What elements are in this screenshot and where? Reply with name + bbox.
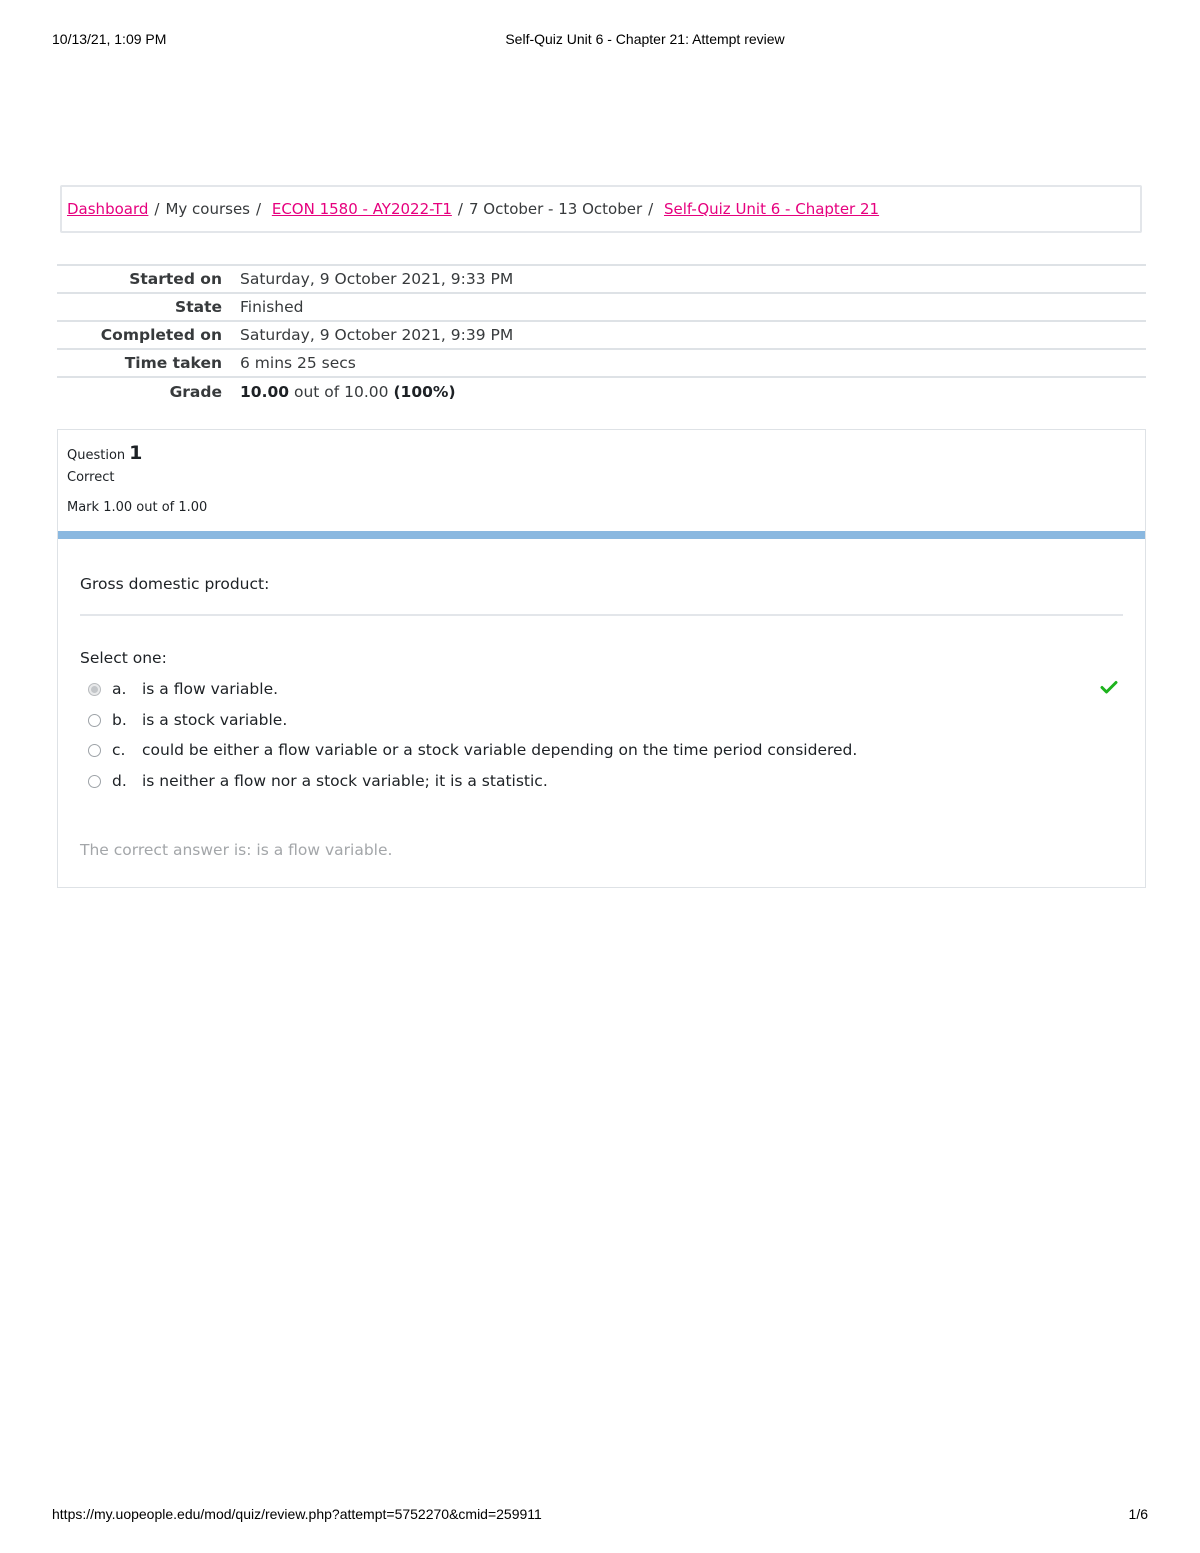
started-on-value: Saturday, 9 October 2021, 9:33 PM: [240, 270, 514, 288]
question-number: [67, 442, 207, 466]
question-info: [67, 442, 207, 515]
answer-letter: d.: [112, 771, 127, 790]
question-card: [57, 429, 1146, 888]
breadcrumb-quiz[interactable]: Self-Quiz Unit 6 - Chapter 21: [663, 200, 880, 218]
question-state: Correct: [67, 470, 115, 485]
summary-row-grade: [57, 377, 1146, 405]
breadcrumb-dashboard[interactable]: Dashboard: [67, 200, 149, 218]
answer-text: could be either a flow variable or a stock variable depending on the time period considered.: [142, 741, 858, 759]
breadcrumb-course[interactable]: ECON 1580 - AY2022-T1: [271, 200, 452, 218]
completed-on-value: Saturday, 9 October 2021, 9:39 PM: [240, 326, 514, 344]
question-divider: [80, 614, 1123, 616]
answer-option-d[interactable]: [88, 770, 1118, 801]
answer-option-c[interactable]: [88, 739, 1118, 770]
question-mark: Mark 1.00 out of 1.00: [67, 500, 208, 515]
question-text: Gross domestic product:: [80, 575, 270, 593]
question-number-value: 1: [129, 442, 143, 464]
state-value: Finished: [240, 298, 304, 316]
answer-list: [88, 678, 1118, 800]
summary-row-time: [57, 349, 1146, 377]
answer-option-b[interactable]: [88, 709, 1118, 740]
radio-c[interactable]: [88, 744, 101, 757]
answer-text: is a flow variable.: [142, 680, 279, 698]
completed-on-label: Completed on: [100, 326, 222, 344]
print-page-number: 1/6: [1128, 1506, 1148, 1522]
time-taken-value: 6 mins 25 secs: [240, 354, 356, 372]
attempt-summary-table: [57, 264, 1146, 405]
question-label: Question: [67, 448, 126, 463]
radio-a[interactable]: [88, 683, 101, 696]
grade-percent: (100%): [393, 382, 456, 401]
select-one-prompt: Select one:: [80, 649, 167, 667]
summary-row-started: [57, 265, 1146, 293]
answer-letter: b.: [112, 710, 127, 729]
breadcrumb-separator: /: [457, 200, 463, 218]
print-footer: [52, 1506, 1148, 1524]
breadcrumb-separator: /: [154, 200, 160, 218]
print-url: https://my.uopeople.edu/mod/quiz/review.php?attempt=5752270&cmid=259911: [52, 1506, 542, 1522]
summary-row-completed: [57, 321, 1146, 349]
print-datetime: 10/13/21, 1:09 PM: [52, 31, 167, 47]
question-content: [58, 531, 1145, 825]
radio-d[interactable]: [88, 775, 101, 788]
grade-rest: out of 10.00: [293, 382, 389, 401]
state-label: State: [175, 298, 222, 316]
answer-option-a[interactable]: [88, 678, 1118, 709]
breadcrumb-my-courses: My courses: [165, 200, 250, 218]
started-on-label: Started on: [129, 270, 222, 288]
breadcrumb-separator: /: [256, 200, 262, 218]
radio-b[interactable]: [88, 714, 101, 727]
breadcrumb: [60, 185, 1142, 233]
answer-letter: c.: [112, 741, 126, 759]
grade-label: Grade: [169, 382, 222, 401]
check-icon: [1100, 678, 1118, 696]
breadcrumb-week: 7 October - 13 October: [468, 200, 643, 218]
answer-text: is neither a flow nor a stock variable; it is a statistic.: [142, 771, 548, 790]
print-header: [52, 31, 1148, 49]
breadcrumb-separator: /: [648, 200, 654, 218]
answer-letter: a.: [112, 680, 127, 698]
time-taken-label: Time taken: [124, 354, 222, 372]
grade-value: [240, 377, 1146, 405]
summary-row-state: [57, 293, 1146, 321]
answer-text: is a stock variable.: [142, 710, 288, 729]
correct-answer-feedback: The correct answer is: is a flow variable.: [80, 841, 393, 859]
grade-score: 10.00: [240, 382, 290, 401]
print-page-title: Self-Quiz Unit 6 - Chapter 21: Attempt review: [505, 31, 785, 47]
